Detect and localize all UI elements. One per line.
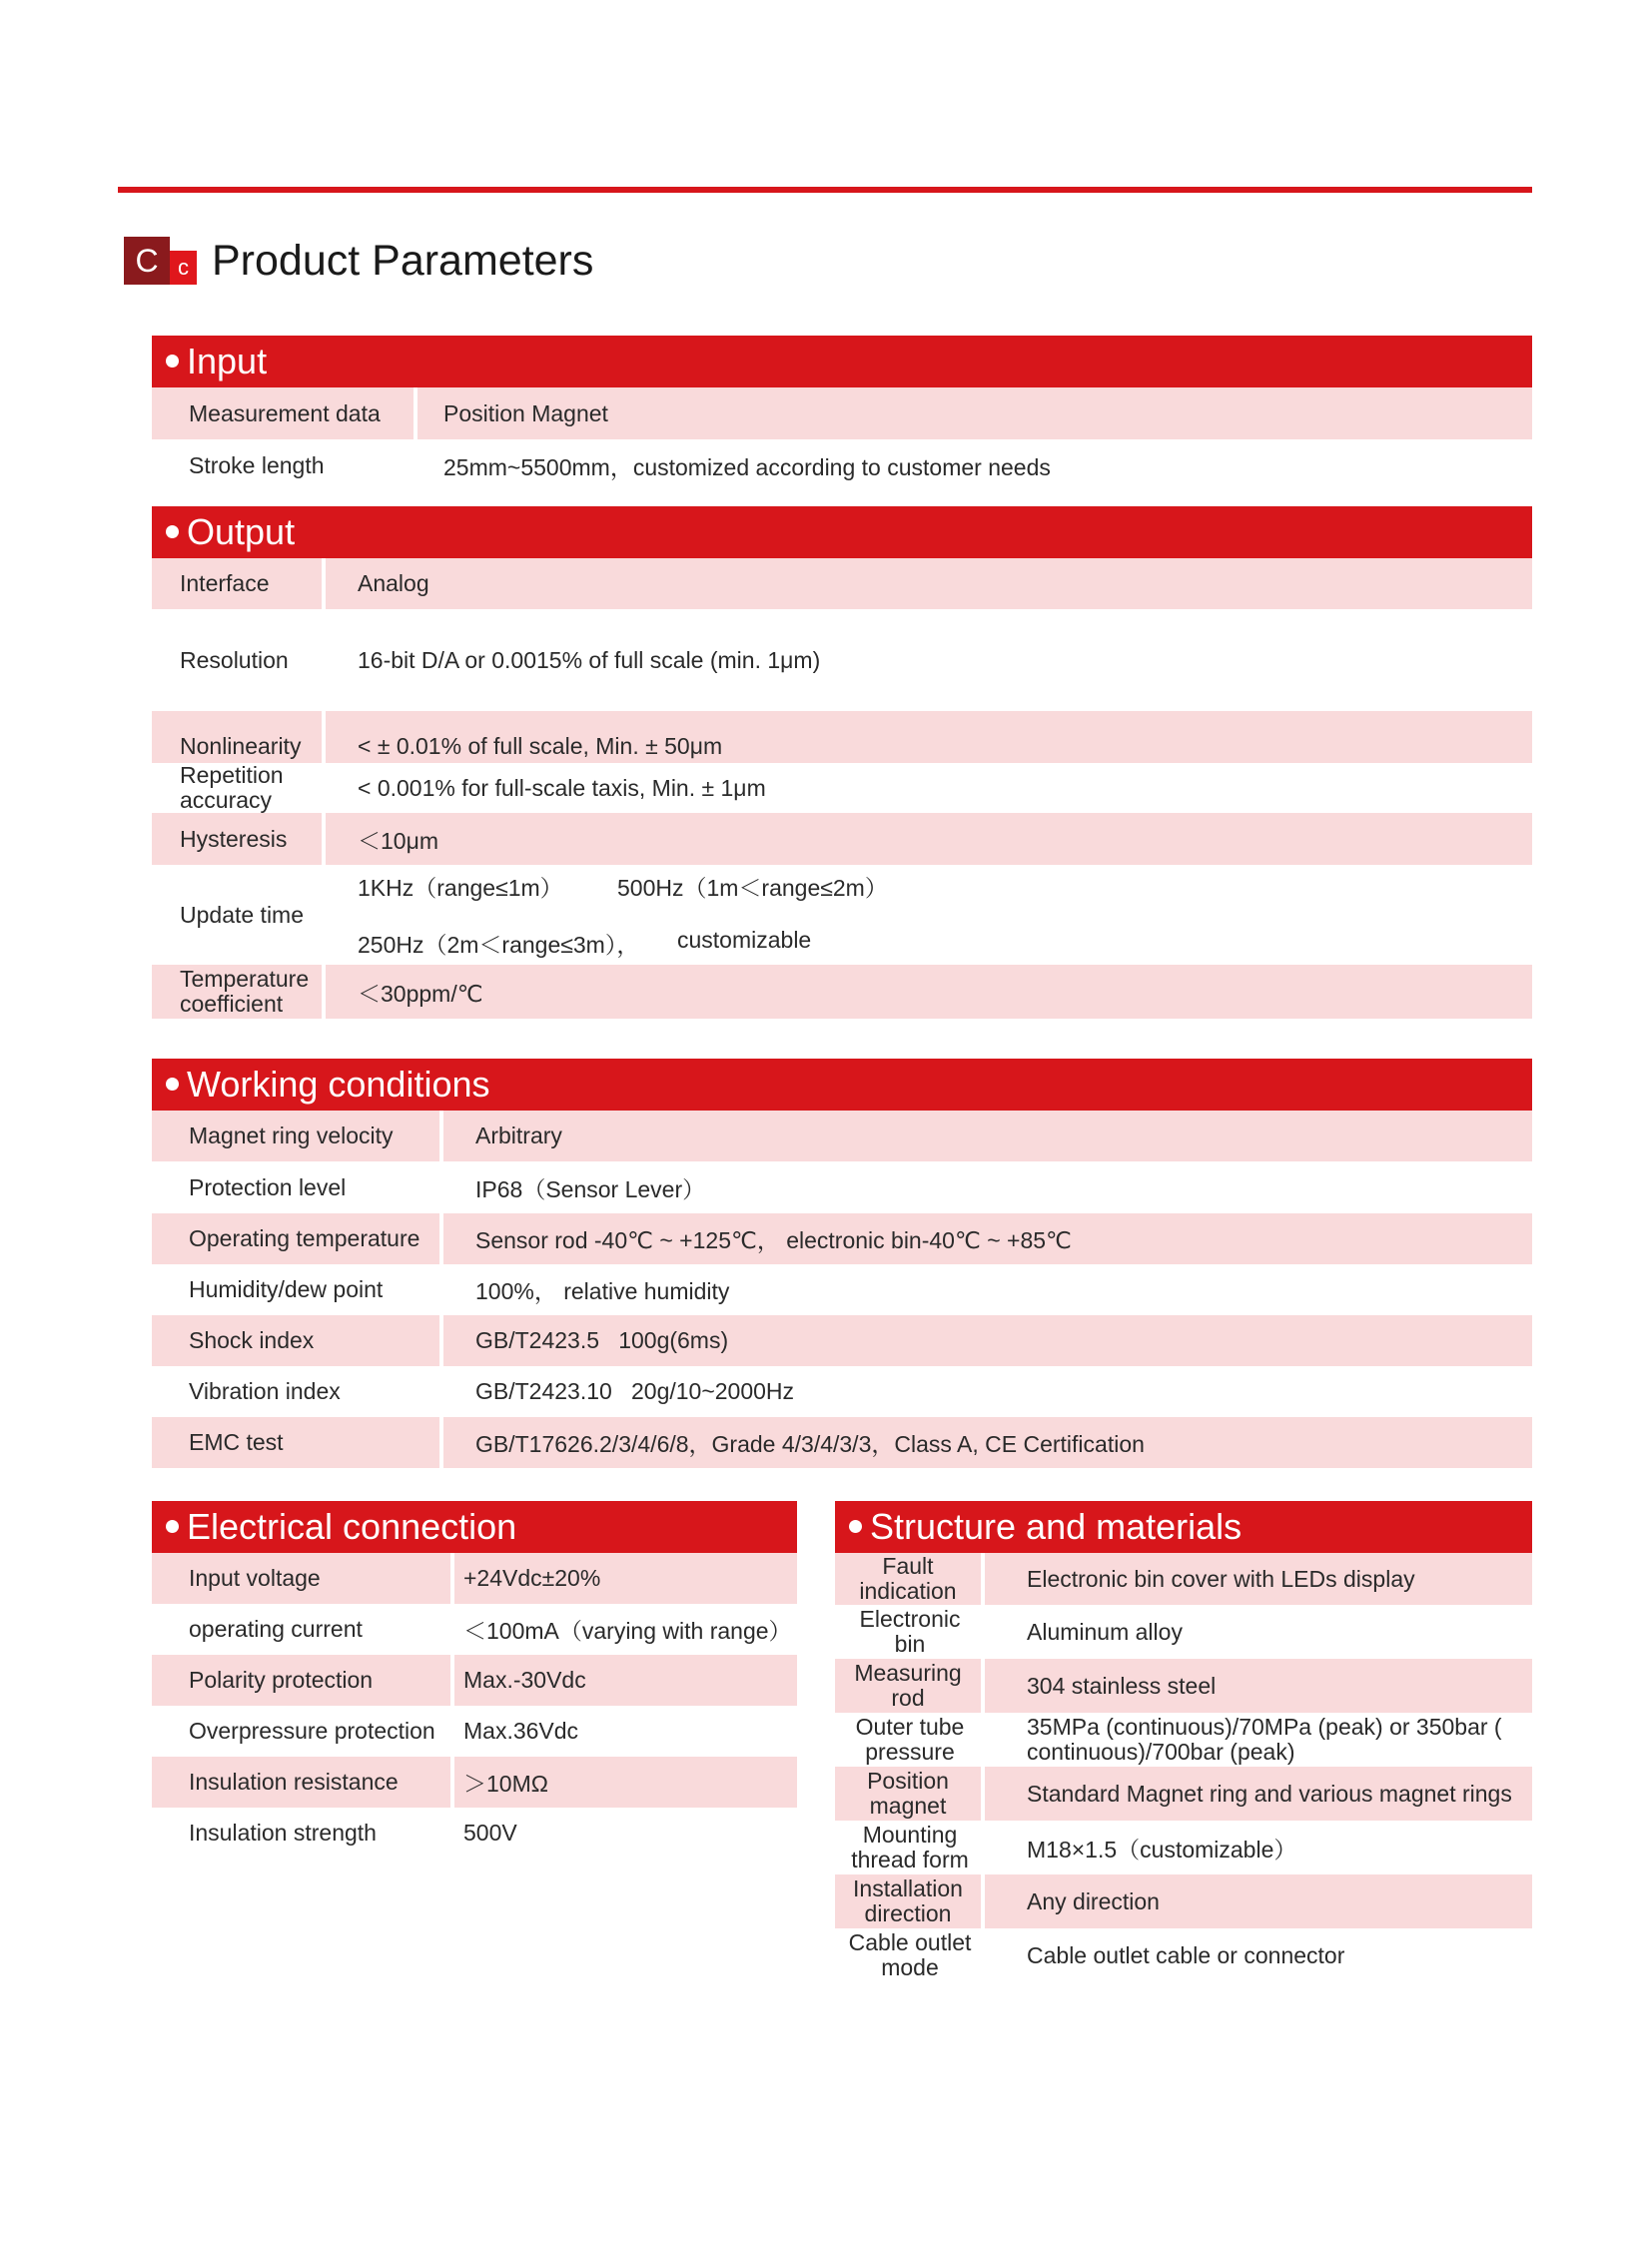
param-label: Repetition accuracy [180,762,284,813]
table-row [835,1874,1532,1928]
param-label: Measurement data [152,387,417,439]
param-label: operating current [189,1616,363,1642]
electrical-connection-section [152,1501,797,1859]
param-label: Outer tube pressure [855,1714,965,1765]
param-label: EMC test [152,1417,443,1468]
param-value: Any direction [1027,1887,1160,1914]
param-value: +24Vdc±20% [463,1565,601,1591]
top-rule [118,187,1532,193]
param-value: ＜100mA（varying with range） [463,1618,792,1644]
param-value: ＜30ppm/℃ [358,980,483,1007]
table-row [152,1264,1532,1315]
working-conditions-heading: Working conditions [152,1059,1532,1111]
logo-big-letter: C [124,237,170,285]
param-value: GB/T2423.5 100g(6ms) [475,1327,729,1353]
logo-small-letter: c [170,251,197,285]
table-row [152,1315,1532,1366]
param-label: Insulation strength [189,1820,377,1846]
param-value: Position Magnet [443,399,608,426]
output-heading: Output [152,506,1532,558]
update-time-250hz: 250Hz（2m＜range≤3m）， [358,932,640,958]
update-time-500hz: 500Hz（1m＜range≤2m） [617,875,888,901]
param-label: Interface [152,558,326,609]
param-value: Analog [358,570,429,596]
working-conditions-section [152,1059,1532,1468]
param-value: GB/T17626.2/3/4/6/8，Grade 4/3/4/3/3，Class A, CE Certification [475,1431,1145,1457]
param-value: GB/T2423.10 20g/10~2000Hz [475,1378,795,1404]
param-value: Cable outlet cable or connector [1027,1941,1345,1968]
param-value: < ± 0.01% of full scale, Min. ± 50μm [358,732,723,759]
page-title: Product Parameters [212,237,594,285]
param-label: Polarity protection [152,1655,454,1706]
param-value: ＞10MΩ [463,1771,548,1797]
param-value: 500V [463,1820,517,1846]
table-row [835,1553,1532,1605]
param-label: Resolution [180,646,289,673]
table-row [152,1417,1532,1468]
param-label: Shock index [152,1315,443,1366]
bullet-icon [166,525,179,538]
param-label: Installation direction [835,1874,985,1928]
param-value: Max.36Vdc [463,1718,579,1744]
output-section [152,506,1532,1019]
table-row [152,763,1532,813]
param-label: Vibration index [189,1378,341,1404]
table-row [152,813,1532,865]
table-row [152,439,1532,491]
param-label: Temperature coefficient [152,965,326,1019]
param-value: Arbitrary [475,1122,562,1148]
table-row [152,711,1532,763]
table-row [152,558,1532,609]
table-row [152,1553,797,1604]
table-row [152,965,1532,1019]
param-value: Aluminum alloy [1027,1618,1183,1645]
param-label: Update time [180,901,305,928]
param-label: Protection level [189,1173,347,1200]
param-label: Fault indication [835,1553,985,1605]
param-value: Standard Magnet ring and various magnet rings [1027,1780,1512,1807]
table-row [152,1111,1532,1161]
param-label: Electronic bin [859,1606,961,1657]
param-value: IP68（Sensor Lever） [475,1175,706,1202]
param-label: Position magnet [835,1767,985,1821]
table-row [152,1655,797,1706]
param-label: Measuring rod [835,1659,985,1713]
param-value: ＜10μm [358,827,438,854]
table-row [835,1713,1532,1767]
table-row [835,1767,1532,1821]
table-row [152,1366,1532,1417]
table-row [835,1659,1532,1713]
param-label: Magnet ring velocity [152,1111,443,1161]
structure-materials-heading: Structure and materials [835,1501,1532,1553]
param-label: Hysteresis [152,813,326,865]
param-label: Cable outlet mode [848,1929,972,1980]
bullet-icon [166,355,179,368]
param-value: 304 stainless steel [1027,1672,1217,1699]
param-label: Operating temperature [152,1213,443,1264]
table-row [152,387,1532,439]
table-row [152,1604,797,1655]
input-section [152,336,1532,491]
table-row [152,1161,1532,1213]
update-time-1khz: 1KHz（range≤1m） [358,875,563,901]
param-value: Sensor rod -40℃ ~ +125℃， electronic bin-40℃ ~ +85℃ [475,1227,1072,1253]
table-row [152,1706,797,1757]
param-label: Overpressure protection [189,1718,435,1744]
table-row [152,609,1532,711]
bullet-icon [166,1520,179,1533]
table-row [835,1605,1532,1659]
param-value: Electronic bin cover with LEDs display [1027,1565,1415,1592]
brand-logo [124,237,197,285]
param-value: 25mm~5500mm，customized according to customer needs [443,453,1051,480]
table-row [152,1213,1532,1264]
table-row [152,1757,797,1808]
param-value [326,865,1532,965]
electrical-connection-heading: Electrical connection [152,1501,797,1553]
table-row [152,865,1532,965]
param-value: 16-bit D/A or 0.0015% of full scale (min. 1μm) [358,646,821,673]
param-label: Input voltage [152,1553,454,1604]
bullet-icon [849,1520,862,1533]
bullet-icon [166,1078,179,1091]
structure-materials-section [835,1501,1532,1982]
param-label: Nonlinearity [152,711,326,763]
param-value: < 0.001% for full-scale taxis, Min. ± 1μm [358,774,766,801]
table-row [835,1928,1532,1982]
param-label: Insulation resistance [152,1757,454,1808]
table-row [152,1808,797,1859]
update-time-customizable: customizable [677,927,812,953]
param-value: M18×1.5（customizable） [1027,1836,1297,1863]
param-label: Mounting thread form [851,1822,969,1872]
table-row [835,1821,1532,1874]
param-label: Stroke length [189,451,325,478]
param-label: Humidity/dew point [189,1276,384,1302]
input-heading: Input [152,336,1532,387]
param-value: 35MPa (continuous)/70MPa (peak) or 350bar ( continuous)/700bar (peak) [1027,1714,1502,1765]
param-value: Max.-30Vdc [463,1667,586,1693]
param-value: 100%， relative humidity [475,1278,730,1304]
